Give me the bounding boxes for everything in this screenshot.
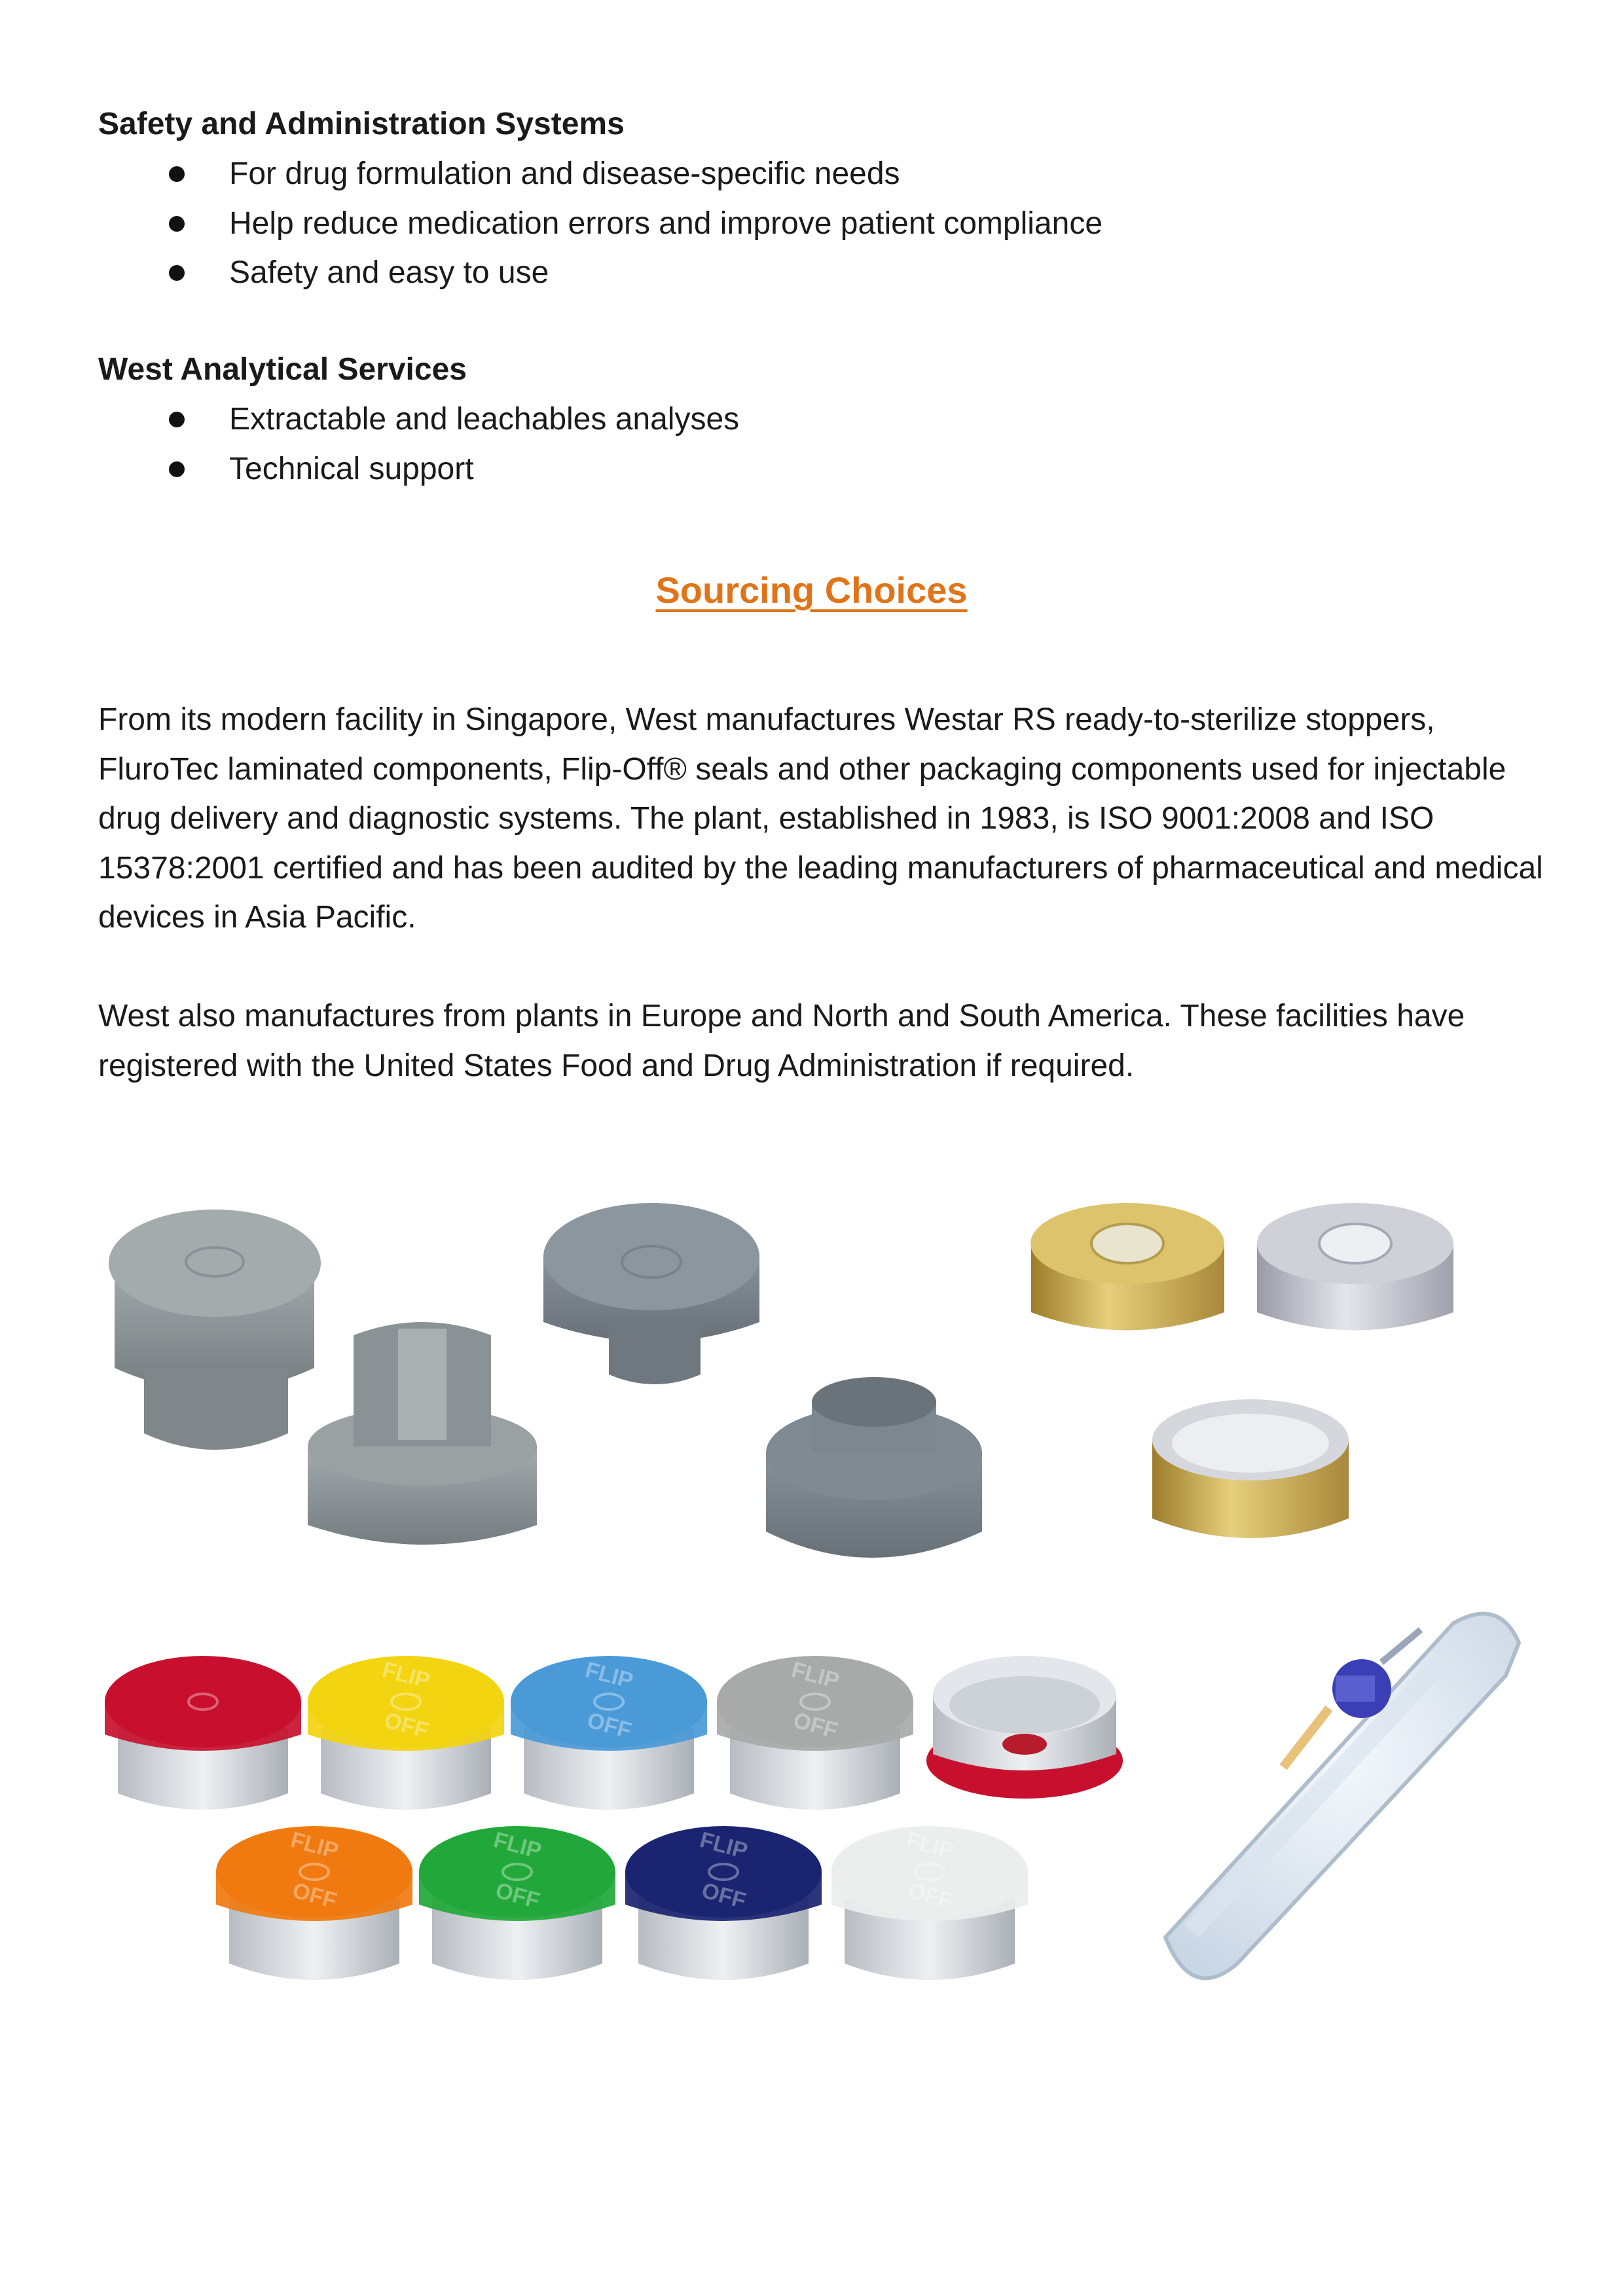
flip-off-cap-navy (625, 1826, 822, 1980)
flip-off-cap-red (105, 1656, 301, 1810)
blister-pack (1165, 1613, 1519, 1978)
safety-heading: Safety and Administration Systems (98, 107, 625, 141)
flip-cap-top-text: FLIP (379, 1657, 433, 1694)
flip-off-cap-green (419, 1826, 615, 1980)
flip-cap-bottom-text: OFF (790, 1708, 841, 1744)
silver-seal (1257, 1203, 1453, 1331)
flip-off-cap-gray (717, 1656, 913, 1810)
flip-off-cap-yellow (308, 1656, 504, 1810)
sourcing-paragraph-1: From its modern facility in Singapore, West manufactures Westar RS ready-to-sterilize stoppers, FluroTec laminated components, Flip-Off® seals and other packaging components used for injectable drug delivery and diagnostic systems. The plant, established in 1983, is ISO 9001:2008 and ISO 15378:2001 certified and has been audited by the leading manufacturers of pharmaceutical and medical devices in Asia Pacific. (98, 702, 1543, 935)
list-item-text: Technical support (229, 451, 474, 486)
flip-cap-top-text: FLIP (697, 1827, 750, 1864)
analytical-heading: West Analytical Services (98, 352, 467, 387)
flip-off-cap-orange (216, 1826, 412, 1980)
lyo-stopper (308, 1322, 537, 1545)
list-item-text: Help reduce medication errors and improve patient compliance (229, 206, 1103, 241)
flip-cap-top-text: FLIP (490, 1827, 544, 1864)
serum-stopper-flat (543, 1203, 759, 1384)
flip-cap-top-text: FLIP (788, 1657, 842, 1694)
flip-off-cap-white (831, 1826, 1028, 1980)
flip-off-caps (105, 1656, 1123, 1980)
list-item-text: Safety and easy to use (229, 255, 549, 290)
flip-cap-top-text: FLIP (903, 1827, 957, 1864)
open-seal-red-edge (926, 1656, 1123, 1799)
list-item-text: For drug formulation and disease-specific needs (229, 156, 900, 191)
flip-cap-bottom-text: OFF (905, 1878, 955, 1914)
gold-seal-inverted (1152, 1399, 1349, 1538)
flip-cap-top-text: FLIP (287, 1827, 341, 1864)
flip-cap-bottom-text: OFF (492, 1878, 543, 1914)
sourcing-title: Sourcing Choices (655, 569, 968, 611)
serum-stopper-inverted (766, 1377, 982, 1558)
flip-cap-bottom-text: OFF (289, 1878, 340, 1914)
list-item-text: Extractable and leachables analyses (229, 402, 740, 437)
flip-off-cap-light-blue (511, 1656, 707, 1810)
sourcing-paragraph-2: West also manufactures from plants in Europe and North and South America. These facilities have registered with the United States Food and Drug Administration if required. (98, 999, 1465, 1083)
flip-cap-top-text: FLIP (582, 1657, 636, 1694)
flip-cap-bottom-text: OFF (699, 1878, 749, 1914)
flip-cap-bottom-text: OFF (381, 1708, 431, 1744)
serum-stopper-large (109, 1210, 321, 1450)
flip-cap-bottom-text: OFF (584, 1708, 634, 1744)
gold-seal (1030, 1203, 1224, 1331)
